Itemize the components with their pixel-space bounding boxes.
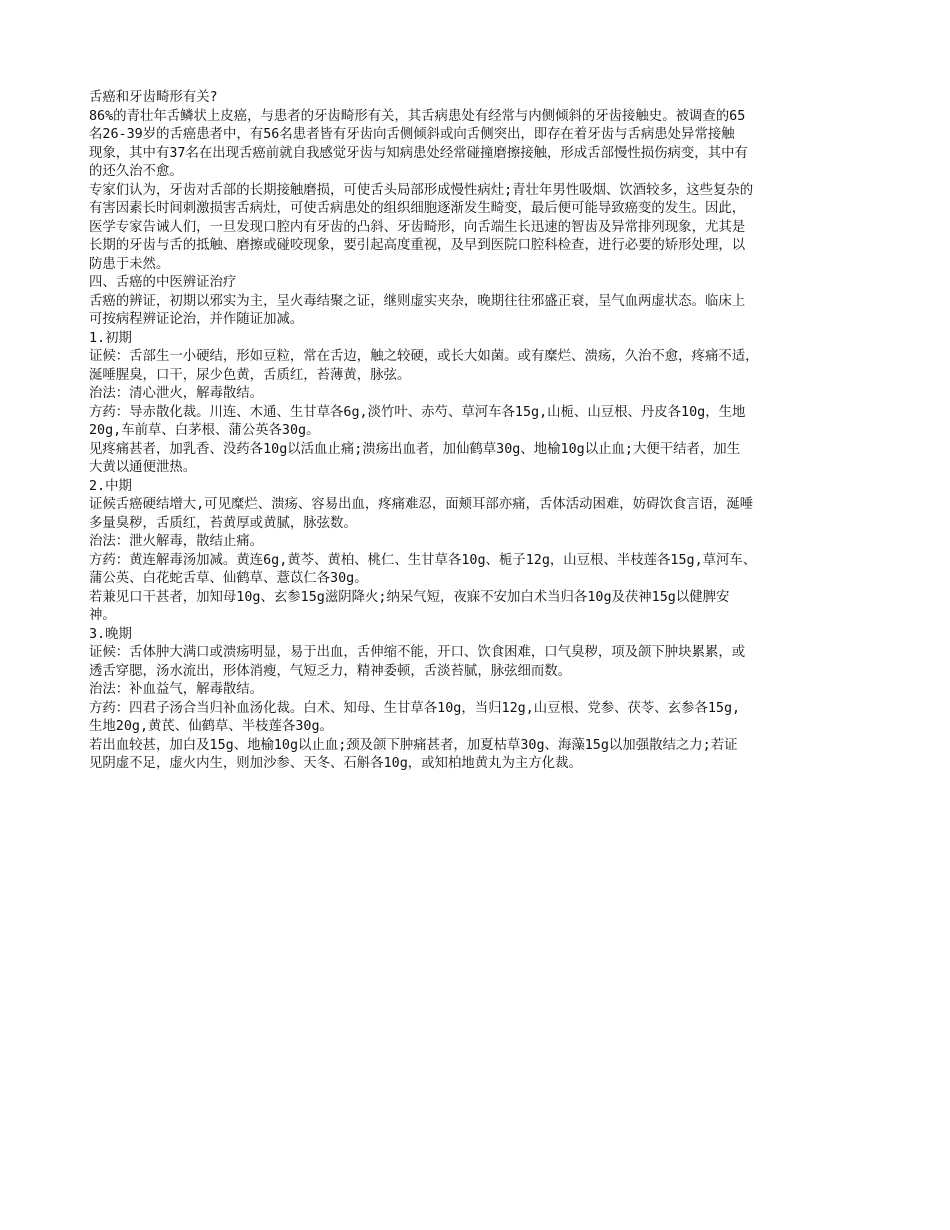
text-line: 治法：泄火解毒，散结止痛。: [89, 534, 264, 549]
document-body: [89, 89, 869, 774]
text-line: 多量臭秽，舌质红，苔黄厚或黄腻，脉弦数。: [89, 515, 357, 531]
text-line: 医学专家告诫人们，一旦发现口腔内有牙齿的凸斜、牙齿畸形，向舌端生长迅速的智齿及异常排列现象，尤其是: [89, 219, 746, 235]
text-line: 防患于未然。: [89, 256, 170, 272]
stage-heading-middle: 2.中期: [89, 478, 132, 494]
stage-heading-early: 1.初期: [89, 330, 132, 346]
text-line: 的还久治不愈。: [89, 164, 183, 179]
section-heading: 四、舌癌的中医辨证治疗: [89, 275, 237, 290]
text-line: 长期的牙齿与舌的抵触、磨擦或碰咬现象，要引起高度重视，及早到医院口腔科检查，进行必要的矫形处理，以: [89, 238, 746, 253]
text-line: 有害因素长时间刺激损害舌病灶，可使舌病患处的组织细胞逐渐发生畸变，最后便可能导致癌变的发生。因此，: [89, 201, 746, 216]
stage-heading-late: 3.晚期: [89, 626, 132, 642]
text-line: 神。: [89, 608, 116, 623]
text-line: 证候：舌部生一小硬结，形如豆粒，常在舌边，触之较硬，或长大如菌。或有糜烂、溃疡，久治不愈，疼痛不适，: [89, 349, 759, 364]
text-line: 专家们认为，牙齿对舌部的长期接触磨损，可使舌头局部形成慢性病灶;青壮年男性吸烟、饮酒较多，这些复杂的: [89, 182, 754, 198]
text-line: 见疼痛甚者，加乳香、没药各10g以活血止痛;溃疡出血者，加仙鹤草30g、地榆10g以止血;大便干结者，加生: [89, 441, 741, 457]
text-line: 大黄以通便泄热。: [89, 460, 197, 475]
document-title: 舌癌和牙齿畸形有关?: [89, 90, 218, 105]
text-line: 方药：四君子汤合当归补血汤化裁。白术、知母、生甘草各10g，当归12g,山豆根、党参、茯苓、玄参各15g,: [89, 700, 741, 716]
text-line: 86%的青壮年舌鳞状上皮癌，与患者的牙齿畸形有关，其舌病患处有经常与内侧倾斜的牙齿接触史。被调查的65: [89, 108, 746, 124]
text-line: 可按病程辨证论治，并作随证加减。: [89, 312, 304, 327]
text-line: 若出血较甚，加白及15g、地榆10g以止血;颈及颌下肿痛甚者，加夏枯草30g、海藻15g以加强散结之力;若证: [89, 737, 738, 753]
text-line: 证候舌癌硬结增大,可见糜烂、溃疡、容易出血，疼痛难忍，面颊耳部亦痛，舌体活动困难，妨碍饮食言语，涎唾: [89, 497, 754, 512]
text-line: 证候：舌体肿大满口或溃疡明显，易于出血，舌伸缩不能，开口、饮食困难，口气臭秽，项及颌下肿块累累，或: [89, 645, 746, 660]
text-line: 名26-39岁的舌癌患者中，有56名患者皆有牙齿向舌侧倾斜或向舌侧突出，即存在着牙齿与舌病患处异常接触: [89, 127, 735, 142]
text-line: 蒲公英、白花蛇舌草、仙鹤草、薏苡仁各30g。: [89, 571, 368, 586]
text-line: 治法：清心泄火，解毒散结。: [89, 386, 264, 401]
text-line: 方药：导赤散化裁。川连、木通、生甘草各6g,淡竹叶、赤芍、草河车各15g,山栀、山豆根、丹皮各10g，生地: [89, 404, 746, 420]
text-line: 透舌穿腮，汤水流出，形体消瘦，气短乏力，精神委顿，舌淡苔腻，脉弦细而数。: [89, 663, 572, 679]
text-line: 见阴虚不足，虚火内生，则加沙参、天冬、石斛各10g，或知柏地黄丸为主方化裁。: [89, 756, 582, 771]
text-line: 舌癌的辨证，初期以邪实为主，呈火毒结聚之证，继则虚实夹杂，晚期往往邪盛正衰，呈气血两虚状态。临床上: [89, 293, 746, 309]
text-line: 方药：黄连解毒汤加减。黄连6g,黄芩、黄柏、桃仁、生甘草各10g、栀子12g，山豆根、半枝莲各15g,草河车、: [89, 552, 757, 568]
text-line: 20g,车前草、白茅根、蒲公英各30g。: [89, 423, 320, 438]
text-line: 涎唾腥臭，口干，尿少色黄，舌质红，苔薄黄，脉弦。: [89, 367, 411, 383]
text-line: 治法：补血益气，解毒散结。: [89, 682, 264, 697]
text-line: 生地20g,黄芪、仙鹤草、半枝莲各30g。: [89, 719, 333, 734]
text-line: 若兼见口干甚者，加知母10g、玄参15g滋阴降火;纳呆气短，夜寐不安加白术当归各10g及茯神15g以健脾安: [89, 589, 730, 605]
text-line: 现象，其中有37名在出现舌癌前就自我感觉牙齿与知病患处经常碰撞磨擦接触，形成舌部慢性损伤病变，其中有: [89, 145, 748, 161]
